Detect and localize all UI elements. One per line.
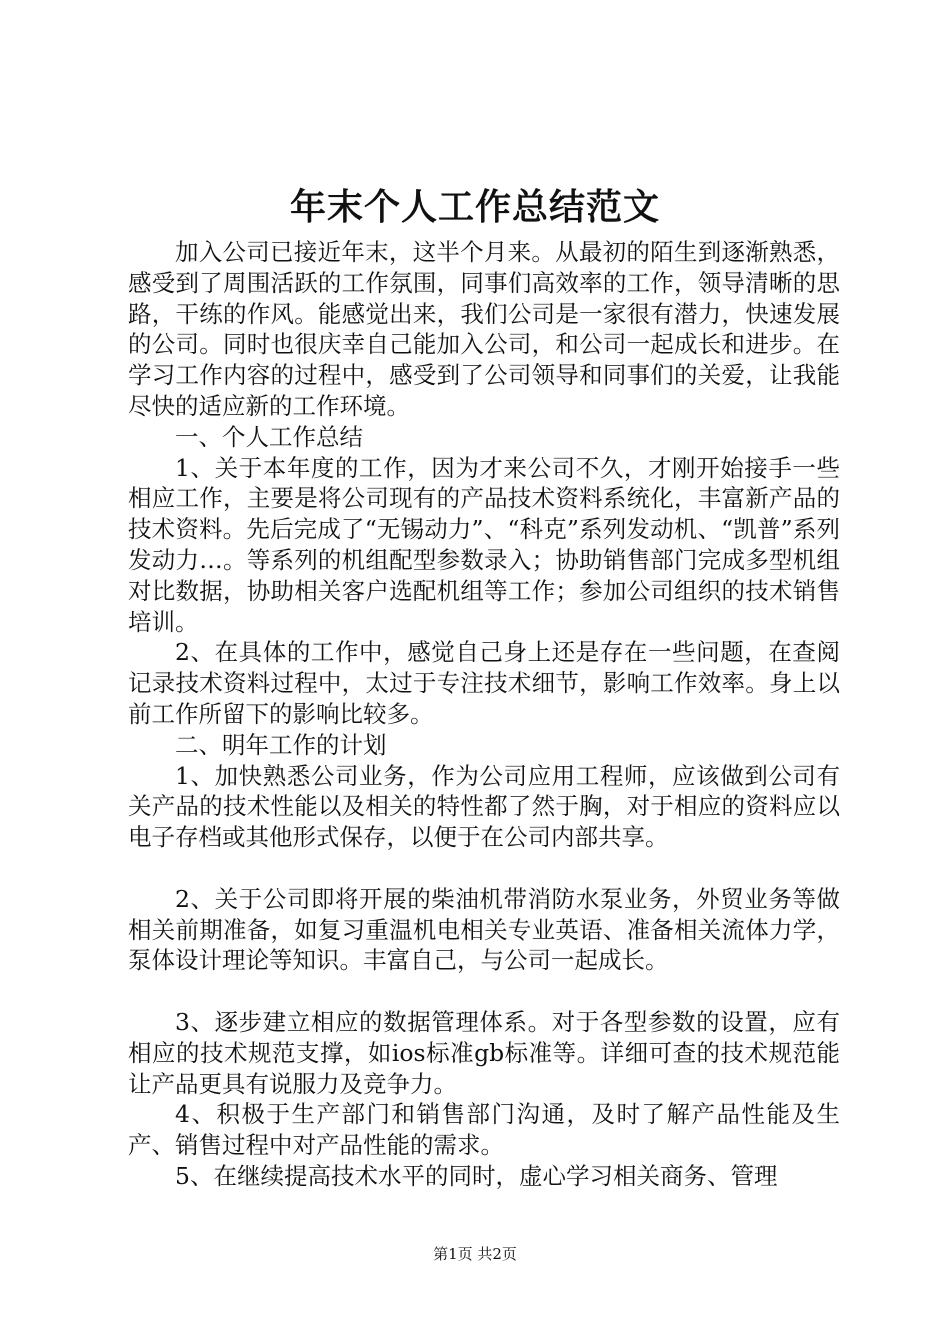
paragraph-summary-item-1: 1、关于本年度的工作，因为才来公司不久，才刚开始接手一些相应工作，主要是将公司现有的产品技术资料系统化，丰富新产品的技术资料。先后完成了“无锡动力”、“科克”系列发动机、“凯普”系列发动力…。等系列的机组配型参数录入；协助销售部门完成多型机组对比数据，协助相关客户选配机组等工作；参加公司组织的技术销售培训。 — [128, 453, 840, 636]
paragraph-plan-item-2: 2、关于公司即将开展的柴油机带消防水泵业务，外贸业务等做相关前期准备，如复习重温机电相关专业英语、准备相关流体力学，泵体设计理论等知识。丰富自己，与公司一起成长。 — [128, 884, 840, 975]
paragraph-plan-item-3: 3、逐步建立相应的数据管理体系。对于各型参数的设置，应有相应的技术规范支撑，如ios标准gb标准等。详细可查的技术规范能让产品更具有说服力及竞争力。 — [128, 1007, 840, 1098]
section-heading-personal-summary: 一、个人工作总结 — [175, 422, 363, 451]
paragraph-plan-item-1: 1、加快熟悉公司业务，作为公司应用工程师，应该做到公司有关产品的技术性能以及相关的特性都了然于胸，对于相应的资料应以电子存档或其他形式保存，以便于在公司内部共享。 — [128, 761, 840, 852]
paragraph-intro: 加入公司已接近年末，这半个月来。从最初的陌生到逐渐熟悉，感受到了周围活跃的工作氛围，同事们高效率的工作，领导清晰的思路，干练的作风。能感觉出来，我们公司是一家很有潜力，快速发展的公司。同时也很庆幸自己能加入公司，和公司一起成长和进步。在学习工作内容的过程中，感受到了公司领导和同事们的关爱，让我能尽快的适应新的工作环境。 — [128, 238, 840, 420]
document-title: 年末个人工作总结范文 — [289, 187, 660, 228]
paragraph-plan-item-5: 5、在继续提高技术水平的同时，虚心学习相关商务、管理 — [175, 1161, 778, 1190]
paragraph-plan-item-4: 4、积极于生产部门和销售部门沟通，及时了解产品性能及生产、销售过程中对产品性能的需求。 — [128, 1100, 840, 1160]
document-body — [128, 237, 840, 1192]
section-heading-next-year-plan: 二、明年工作的计划 — [175, 730, 387, 759]
page-footer: 第1页 共2页 — [433, 1245, 517, 1263]
paragraph-summary-item-2: 2、在具体的工作中，感觉自己身上还是存在一些问题，在查阅记录技术资料过程中，太过于专注技术细节，影响工作效率。身上以前工作所留下的影响比较多。 — [128, 638, 840, 728]
